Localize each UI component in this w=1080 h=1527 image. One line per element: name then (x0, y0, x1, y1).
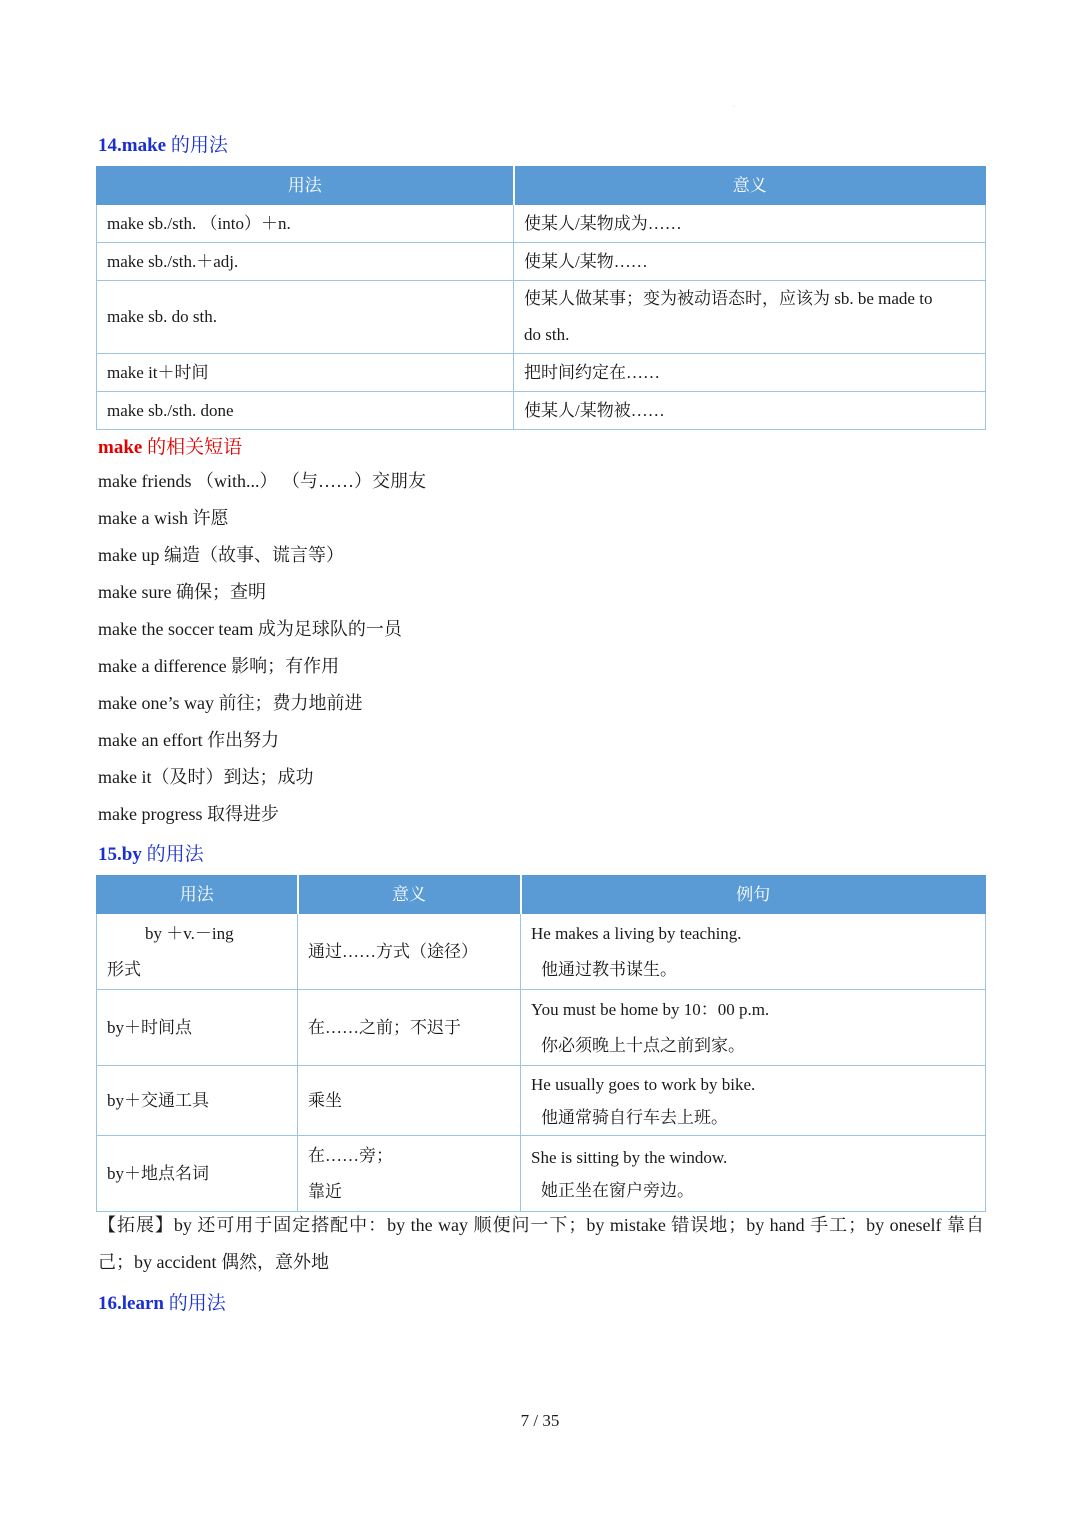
section-16-title: 的用法 (163, 1293, 226, 1314)
phrase-item: make friends （with...） （与……）交朋友 (98, 471, 426, 491)
extension-paragraph: 【拓展】by 还可用于固定搭配中：by the way 顺便问一下；by mistake 错误地；by hand 手工；by oneself 靠自己；by accident 偶然，意外地 (98, 1215, 984, 1272)
section-14-heading (98, 130, 228, 157)
meaning-cell: 使某人/某物被…… (514, 392, 986, 430)
make-usage-table (96, 166, 986, 430)
table-row (97, 990, 986, 1066)
example-cell (521, 990, 986, 1066)
usage-line: 形式 (107, 959, 141, 979)
table-row (97, 1066, 986, 1136)
table-row (97, 914, 986, 990)
meaning-cell: 把时间约定在…… (514, 354, 986, 392)
meaning-cell: 使某人/某物成为…… (514, 205, 986, 243)
meaning-line: 使某人做某事；变为被动语态时，应该为 sb. be made to (524, 289, 933, 308)
meaning-cell: 乘坐 (298, 1066, 521, 1136)
phrase-item: make a wish 许愿 (98, 508, 229, 528)
phrase-item: make sure 确保；查明 (98, 582, 266, 602)
header-usage: 用法 (97, 876, 298, 914)
example-en: You must be home by 10：00 p.m. (531, 999, 770, 1019)
meaning-cell: 在……之前；不迟于 (298, 990, 521, 1066)
section-16-num: 16.learn (98, 1293, 164, 1314)
example-cell (521, 914, 986, 990)
header-meaning: 意义 (298, 876, 521, 914)
table-row (97, 205, 986, 243)
usage-cell: by＋时间点 (97, 990, 298, 1066)
phrases-title-en: make (98, 437, 143, 458)
usage-cell (97, 914, 298, 990)
table-row (97, 243, 986, 281)
example-cn: 他通常骑自行车去上班。 (541, 1107, 728, 1127)
phrase-item: make the soccer team 成为足球队的一员 (98, 619, 402, 639)
phrase-item: make one’s way 前往；费力地前进 (98, 693, 363, 713)
meaning-cell: 通过……方式（途径） (298, 914, 521, 990)
meaning-cell (298, 1136, 521, 1212)
example-en: He makes a living by teaching. (531, 923, 742, 943)
section-15-heading (98, 839, 204, 866)
header-meaning: 意义 (514, 167, 986, 205)
phrase-item: make a difference 影响；有作用 (98, 656, 340, 676)
phrase-item: make up 编造（故事、谎言等） (98, 545, 344, 565)
meaning-line: 在……旁； (308, 1145, 393, 1165)
page-number: 7 / 35 (520, 1411, 560, 1430)
section-15-title: 的用法 (141, 844, 204, 865)
usage-cell: make sb./sth.＋adj. (97, 243, 514, 281)
usage-cell: by＋地点名词 (97, 1136, 298, 1212)
table-row (97, 281, 986, 354)
meaning-line: do sth. (524, 325, 570, 344)
example-cn: 你必须晚上十点之前到家。 (541, 1035, 745, 1055)
phrases-title-cn: 的相关短语 (142, 437, 243, 458)
example-cn: 他通过教书谋生。 (541, 959, 677, 979)
by-usage-table (96, 875, 986, 1212)
phrases-heading (98, 432, 242, 459)
section-14-num: 14.make (98, 135, 167, 156)
usage-line: by ＋v.－ing (145, 923, 234, 943)
section-15-num: 15.by (98, 844, 142, 865)
meaning-line: 靠近 (308, 1181, 342, 1201)
example-cell (521, 1066, 986, 1136)
table-header-row (97, 167, 986, 205)
meaning-cell: 使某人/某物…… (514, 243, 986, 281)
example-cell (521, 1136, 986, 1212)
table-header-row (97, 876, 986, 914)
example-en: He usually goes to work by bike. (531, 1074, 756, 1094)
header-usage: 用法 (97, 167, 514, 205)
phrase-item: make progress 取得进步 (98, 804, 279, 824)
example-cn: 她正坐在窗户旁边。 (541, 1180, 694, 1200)
table-row (97, 1136, 986, 1212)
usage-cell: make sb. do sth. (97, 281, 514, 354)
example-en: She is sitting by the window. (531, 1147, 728, 1167)
usage-cell: make sb./sth. （into）＋n. (97, 205, 514, 243)
table-row (97, 392, 986, 430)
section-14-title: 的用法 (166, 135, 228, 156)
usage-cell: by＋交通工具 (97, 1066, 298, 1136)
stray-mark: ˈ (733, 106, 735, 112)
section-16-heading (98, 1288, 226, 1315)
phrase-item: make an effort 作出努力 (98, 730, 280, 750)
header-example: 例句 (521, 876, 986, 914)
usage-cell: make sb./sth. done (97, 392, 514, 430)
usage-cell: make it＋时间 (97, 354, 514, 392)
meaning-cell (514, 281, 986, 354)
table-row (97, 354, 986, 392)
phrase-item: make it（及时）到达；成功 (98, 767, 314, 787)
